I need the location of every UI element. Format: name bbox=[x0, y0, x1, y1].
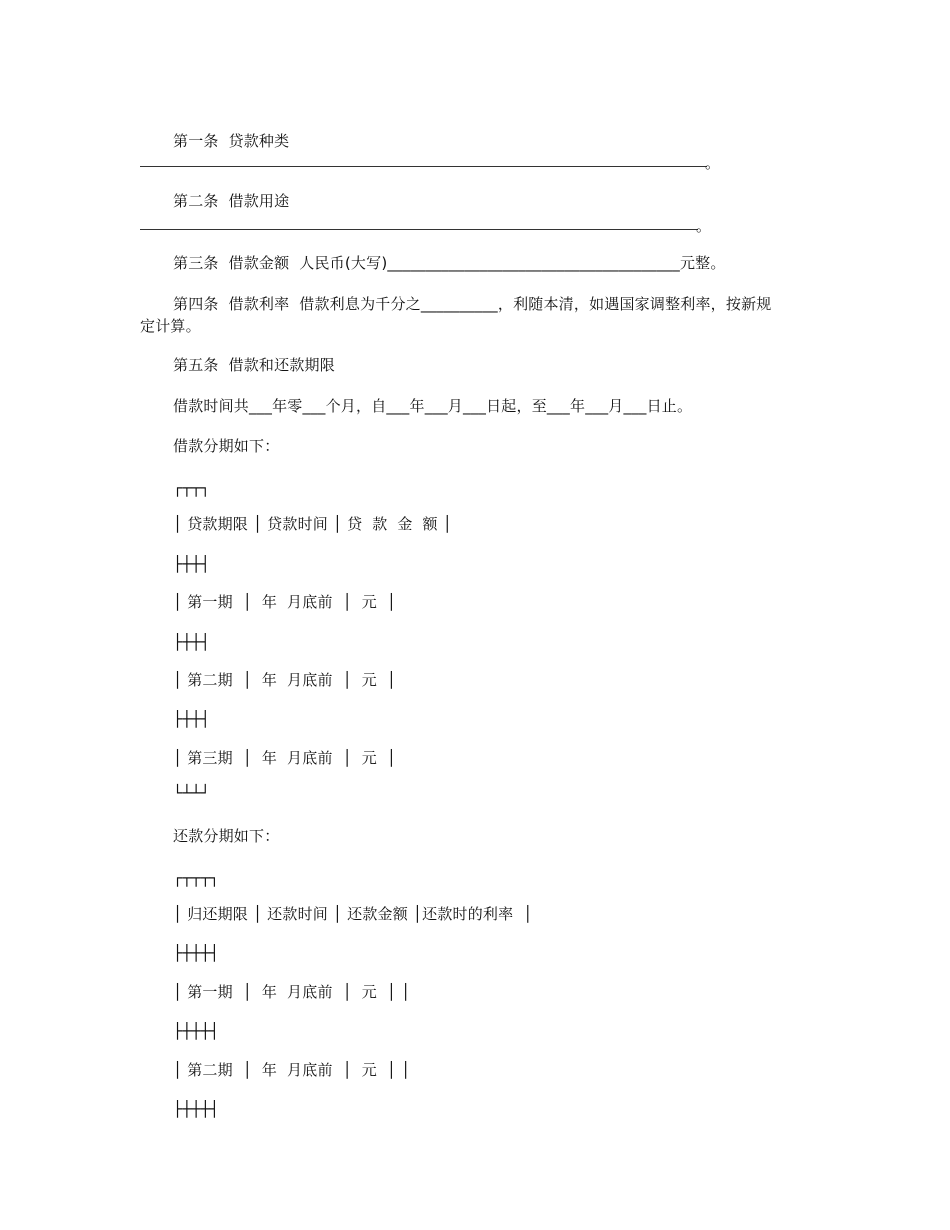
loan-table-separator: ├┼┼┤ bbox=[173, 555, 210, 573]
article-1-end: 。 bbox=[705, 154, 721, 172]
loan-table-row: │ 第三期 │ 年 月底前 │ 元 │ bbox=[173, 749, 397, 767]
loan-schedule-title: 借款分期如下： bbox=[173, 437, 280, 455]
article-4-line-2: 定计算。 bbox=[140, 317, 201, 335]
article-4-line-1: 第四条 借款利率 借款利息为千分之__________，利随本清，如遇国家调整利率，按新规 bbox=[173, 295, 772, 313]
repay-table-top-border: ┌┬┬┬┐ bbox=[173, 869, 220, 887]
repay-table-row: │ 第二期 │ 年 月底前 │ 元 │ │ bbox=[173, 1061, 411, 1079]
article-2-end: 。 bbox=[696, 217, 712, 235]
repay-table-header: │ 归还期限 │ 还款时间 │ 还款金额 │还款时的利率 │ bbox=[173, 905, 533, 923]
article-2-heading: 第二条 借款用途 bbox=[173, 192, 290, 210]
loan-table-top-border: ┌┬┬┐ bbox=[173, 479, 210, 497]
repay-table-separator: ├┼┼┼┤ bbox=[173, 1022, 220, 1040]
repay-table-separator: ├┼┼┼┤ bbox=[173, 1100, 220, 1118]
loan-table-separator: ├┼┼┤ bbox=[173, 710, 210, 728]
loan-table-header: │ 贷款期限 │ 贷款时间 │ 贷 款 金 额 │ bbox=[173, 515, 452, 533]
loan-table-row: │ 第二期 │ 年 月底前 │ 元 │ bbox=[173, 671, 397, 689]
article-1-fill-line bbox=[140, 166, 707, 167]
repay-table-separator: ├┼┼┼┤ bbox=[173, 944, 220, 962]
repay-schedule-title: 还款分期如下： bbox=[173, 827, 280, 845]
repay-table-row: │ 第一期 │ 年 月底前 │ 元 │ │ bbox=[173, 983, 411, 1001]
loan-table-row: │ 第一期 │ 年 月底前 │ 元 │ bbox=[173, 593, 397, 611]
article-1-heading: 第一条 贷款种类 bbox=[173, 132, 290, 150]
article-2-fill-line bbox=[140, 229, 698, 230]
article-3-amount: 第三条 借款金额 人民币(大写)______________________________________元整。 bbox=[173, 254, 726, 272]
article-5-period: 借款时间共___年零___个月，自___年___月___日起，至___年___月___日止。 bbox=[173, 397, 693, 415]
article-5-heading: 第五条 借款和还款期限 bbox=[173, 356, 335, 374]
loan-table-bottom-border: └┴┴┘ bbox=[173, 784, 210, 802]
loan-table-separator: ├┼┼┤ bbox=[173, 633, 210, 651]
